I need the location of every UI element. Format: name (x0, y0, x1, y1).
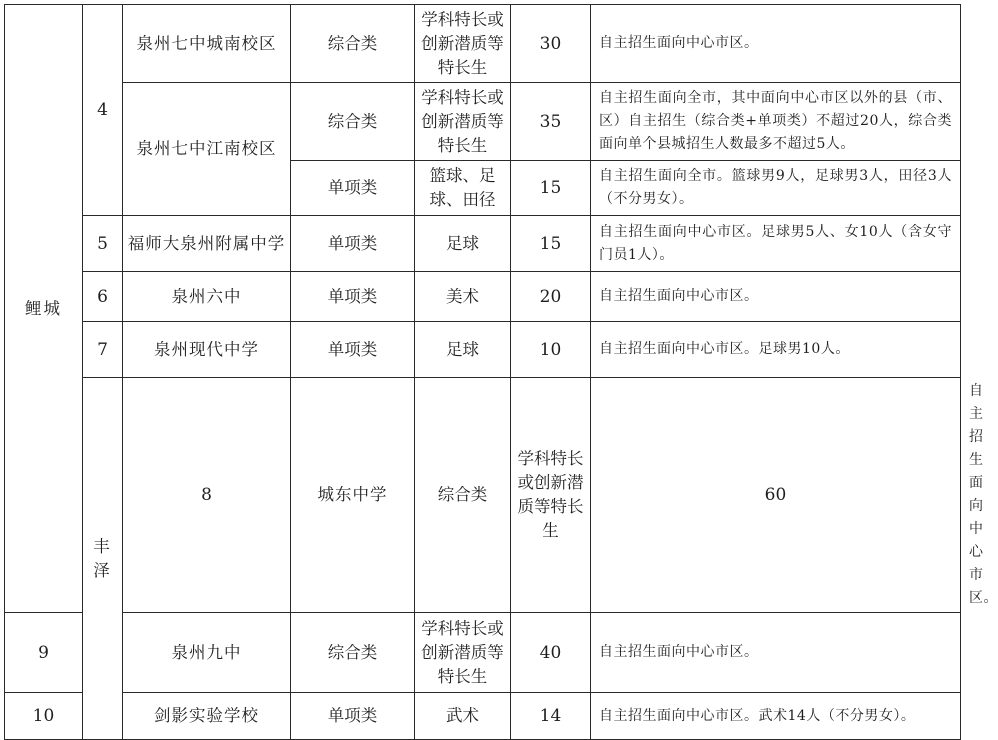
specialty-cell: 篮球、足球、田径 (415, 161, 511, 216)
note-cell: 自主招生面向中心市区。 (591, 272, 961, 322)
row-number-cell: 4 (83, 5, 123, 216)
note-cell: 自主招生面向中心市区。武术14人（不分男女）。 (591, 693, 961, 740)
table-row (5, 322, 961, 378)
note-cell: 自主招生面向中心市区。足球男5人、女10人（含女守门员1人）。 (591, 216, 961, 272)
school-cell: 泉州现代中学 (123, 322, 291, 378)
school-cell: 泉州七中江南校区 (123, 83, 291, 216)
school-cell: 福师大泉州附属中学 (123, 216, 291, 272)
category-cell: 综合类 (291, 83, 415, 161)
note-cell: 自主招生面向全市。篮球男9人，足球男3人，田径3人（不分男女）。 (591, 161, 961, 216)
district-cell: 鲤城 (5, 5, 83, 613)
quota-cell: 35 (511, 83, 591, 161)
category-cell: 综合类 (291, 5, 415, 83)
row-number-cell: 9 (5, 613, 83, 693)
specialty-cell: 学科特长或创新潜质等特长生 (415, 613, 511, 693)
school-cell: 泉州七中城南校区 (123, 5, 291, 83)
table-row (5, 83, 961, 161)
specialty-cell: 美术 (415, 272, 511, 322)
row-number-cell: 10 (5, 693, 83, 740)
specialty-cell: 学科特长或创新潜质等特长生 (415, 83, 511, 161)
quota-cell: 10 (511, 322, 591, 378)
quota-cell: 15 (511, 161, 591, 216)
school-cell: 剑影实验学校 (123, 693, 291, 740)
admissions-table (4, 4, 998, 740)
category-cell: 单项类 (291, 272, 415, 322)
category-cell: 单项类 (291, 216, 415, 272)
table-row (5, 5, 961, 83)
category-cell: 综合类 (291, 613, 415, 693)
note-cell: 自主招生面向中心市区。 (591, 5, 961, 83)
quota-cell: 60 (591, 378, 961, 613)
category-cell: 综合类 (415, 378, 511, 613)
quota-cell: 20 (511, 272, 591, 322)
note-cell: 自主招生面向中心市区。足球男10人。 (591, 322, 961, 378)
school-cell: 泉州六中 (123, 272, 291, 322)
quota-cell: 15 (511, 216, 591, 272)
quota-cell: 30 (511, 5, 591, 83)
specialty-cell: 学科特长或创新潜质等特长生 (511, 378, 591, 613)
table-row: 丰泽 8 城东中学 综合类 学科特长或创新潜质等特长生 60 自主招生面向中心市区。 (5, 378, 961, 613)
row-number-cell: 7 (83, 322, 123, 378)
category-cell: 单项类 (291, 322, 415, 378)
specialty-cell: 足球 (415, 216, 511, 272)
table-row (5, 693, 961, 740)
specialty-cell: 武术 (415, 693, 511, 740)
table-row (5, 216, 961, 272)
row-number-cell: 8 (123, 378, 291, 613)
quota-cell: 14 (511, 693, 591, 740)
quota-cell: 40 (511, 613, 591, 693)
row-number-cell: 5 (83, 216, 123, 272)
table-row (5, 272, 961, 322)
note-cell: 自主招生面向全市，其中面向中心市区以外的县（市、区）自主招生（综合类+单项类）不超过20人，综合类面向单个县城招生人数最多不超过5人。 (591, 83, 961, 161)
category-cell: 单项类 (291, 693, 415, 740)
district-cell: 丰泽 (83, 378, 123, 740)
school-cell: 泉州九中 (123, 613, 291, 693)
category-cell: 单项类 (291, 161, 415, 216)
note-cell: 自主招生面向中心市区。 (591, 613, 961, 693)
specialty-cell: 学科特长或创新潜质等特长生 (415, 5, 511, 83)
school-cell: 城东中学 (291, 378, 415, 613)
specialty-cell: 足球 (415, 322, 511, 378)
table-row (5, 613, 961, 693)
row-number-cell: 6 (83, 272, 123, 322)
